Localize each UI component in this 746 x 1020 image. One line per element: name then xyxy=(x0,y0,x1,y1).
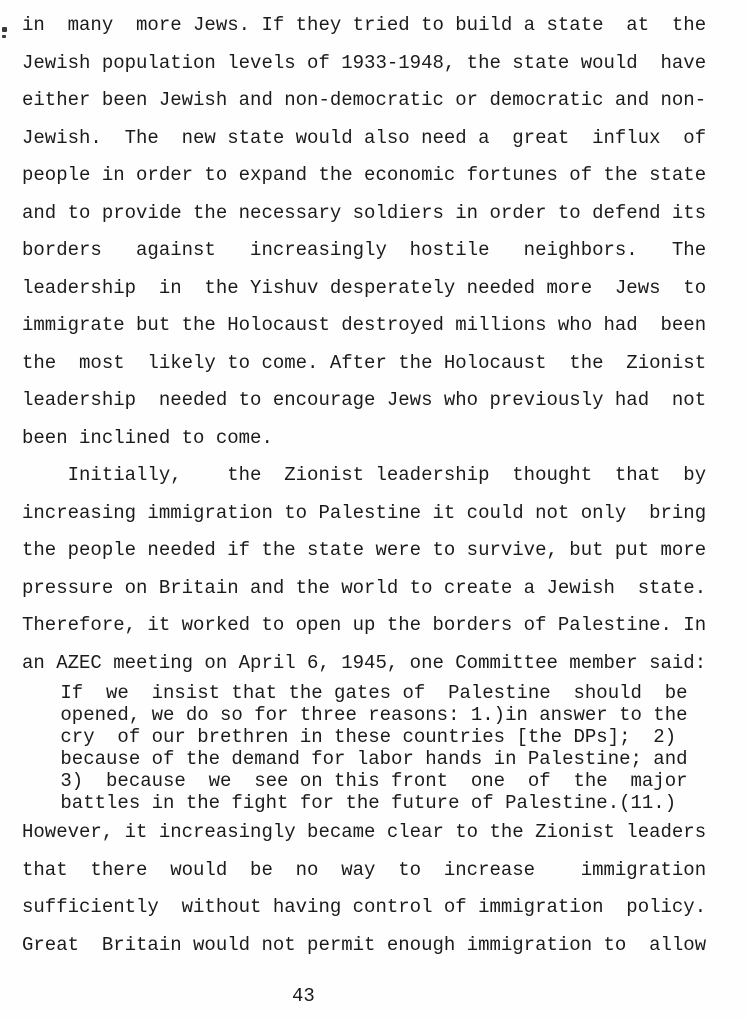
text-line: in many more Jews. If they tried to build a state at the xyxy=(22,14,707,36)
text-line: leadership in the Yishuv desperately needed more Jews to xyxy=(22,276,707,299)
paragraph xyxy=(22,457,722,682)
text-line: people in order to expand the economic fortunes of the state xyxy=(22,164,707,186)
text-line: increasing immigration to Palestine it could not only bring xyxy=(22,501,707,524)
text-line: Jewish population levels of 1933-1948, the state would have xyxy=(22,51,707,74)
text-line: that there would be no way to increase immigration xyxy=(22,858,707,881)
scan-artifact xyxy=(2,27,7,32)
text-line: an AZEC meeting on April 6, 1945, one Committee member said: xyxy=(22,651,707,674)
document-text xyxy=(22,7,722,1007)
page-number: 43 xyxy=(292,985,315,1007)
paragraph xyxy=(22,7,722,457)
text-line: cry of our brethren in these countries [the DPs]; 2) xyxy=(60,726,677,748)
text-line: because of the demand for labor hands in Palestine; and xyxy=(60,748,688,770)
text-line: and to provide the necessary soldiers in order to defend its xyxy=(22,201,707,224)
text-line: Initially, the Zionist leadership thought that by xyxy=(22,464,707,486)
text-line: Therefore, it worked to open up the borders of Palestine. In xyxy=(22,614,707,636)
paragraph xyxy=(22,814,722,964)
text-line: opened, we do so for three reasons: 1.)in answer to the xyxy=(60,704,688,726)
scan-artifact xyxy=(2,35,6,38)
text-line: been inclined to come. xyxy=(22,426,273,449)
text-line: sufficiently without having control of immigration policy. xyxy=(22,896,707,918)
text-line: battles in the fight for the future of Palestine.(11.) xyxy=(60,792,677,814)
text-line: borders against increasingly hostile neighbors. The xyxy=(22,239,707,261)
text-line: the people needed if the state were to survive, but put more xyxy=(22,539,707,561)
text-line: pressure on Britain and the world to create a Jewish state. xyxy=(22,576,707,599)
text-line: immigrate but the Holocaust destroyed millions who had been xyxy=(22,314,707,336)
text-line: either been Jewish and non-democratic or democratic and non- xyxy=(22,89,707,111)
text-line: If we insist that the gates of Palestine should be xyxy=(60,682,688,704)
text-line: leadership needed to encourage Jews who previously had not xyxy=(22,389,707,411)
text-line: 3) because we see on this front one of the major xyxy=(60,770,688,792)
text-line: the most likely to come. After the Holocaust the Zionist xyxy=(22,351,707,374)
text-line: Jewish. The new state would also need a great influx of xyxy=(22,126,707,149)
text-line: However, it increasingly became clear to the Zionist leaders xyxy=(22,821,707,843)
block-quote xyxy=(60,682,722,814)
text-line: Great Britain would not permit enough immigration to allow xyxy=(22,933,707,956)
